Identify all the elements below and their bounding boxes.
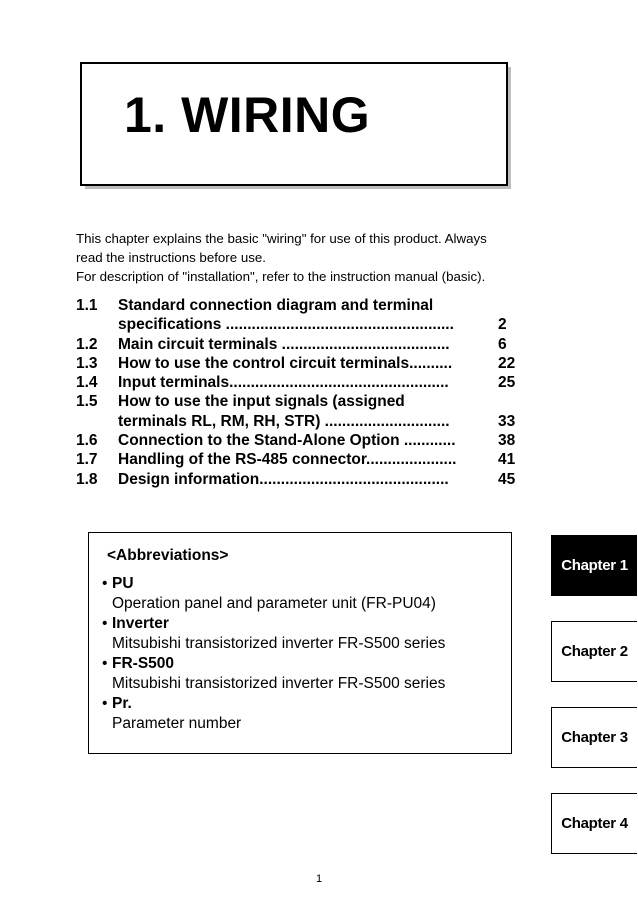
toc-item-1-4[interactable] (76, 373, 526, 392)
toc-title: How to use the input signals (assigned (118, 393, 405, 411)
abbreviation-description: Mitsubishi transistorized inverter FR-S500 series (112, 675, 446, 692)
toc-page-number: 45 (498, 470, 516, 488)
toc-number: 1.6 (76, 432, 98, 450)
toc-number: 1.4 (76, 374, 98, 392)
toc-number: 1.5 (76, 393, 98, 411)
title-box (80, 62, 508, 186)
abbreviation-description: Mitsubishi transistorized inverter FR-S500 series (112, 635, 446, 652)
tab-chapter-2[interactable]: Chapter 2 (551, 621, 637, 682)
toc-title: Handling of the RS-485 connector..................... (118, 451, 457, 469)
toc-page-number: 22 (498, 354, 516, 372)
intro-line: read the instructions before use. (76, 250, 266, 265)
abbreviation-term: • Inverter (102, 615, 169, 632)
toc-item-1-2[interactable] (76, 335, 526, 354)
intro-line: For description of "installation", refer to the instruction manual (basic). (76, 269, 486, 284)
toc-title-continued: specifications ..................................................... (118, 316, 454, 334)
abbreviations-heading: <Abbreviations> (107, 547, 229, 564)
toc-page-number: 33 (498, 412, 516, 430)
abbreviation-description: Parameter number (112, 715, 242, 732)
tab-chapter-4[interactable]: Chapter 4 (551, 793, 637, 854)
abbreviation-description: Operation panel and parameter unit (FR-PU04) (112, 595, 436, 612)
abbreviation-term: • PU (102, 575, 134, 592)
toc-item-1-5[interactable] (76, 392, 526, 431)
abbreviation-term: • FR-S500 (102, 655, 175, 672)
toc-number: 1.8 (76, 470, 98, 488)
intro-paragraph (76, 229, 546, 286)
toc-page-number: 2 (498, 316, 507, 334)
toc-title: Design information............................................ (118, 470, 449, 488)
toc-title: Standard connection diagram and terminal (118, 297, 434, 314)
toc-number: 1.7 (76, 451, 98, 469)
table-of-contents (76, 296, 526, 489)
page-title: 1. WIRING (124, 87, 371, 143)
intro-line: This chapter explains the basic "wiring" for use of this product. Always (76, 231, 487, 246)
toc-page-number: 38 (498, 432, 516, 450)
toc-page-number: 25 (498, 374, 516, 392)
toc-item-1-6[interactable] (76, 431, 526, 450)
toc-page-number: 41 (498, 451, 516, 469)
toc-number: 1.3 (76, 354, 98, 372)
bullet-icon: • (102, 655, 108, 672)
toc-number: 1.2 (76, 335, 98, 353)
toc-item-1-1[interactable] (76, 296, 526, 335)
bullet-icon: • (102, 695, 108, 712)
abbreviation-term: • Pr. (102, 695, 132, 712)
toc-item-1-3[interactable] (76, 354, 526, 373)
tab-chapter-1[interactable]: Chapter 1 (551, 535, 637, 596)
toc-item-1-8[interactable] (76, 470, 526, 489)
toc-title: Input terminals................................................... (118, 374, 449, 392)
bullet-icon: • (102, 575, 108, 592)
toc-page-number: 6 (498, 335, 507, 353)
tab-chapter-3[interactable]: Chapter 3 (551, 707, 637, 768)
abbreviations-box (88, 532, 512, 754)
abbreviations-list (102, 574, 445, 734)
toc-title-continued: terminals RL, RM, RH, STR) ............................. (118, 412, 450, 430)
bullet-icon: • (102, 615, 108, 632)
toc-item-1-7[interactable] (76, 450, 526, 469)
toc-title: Connection to the Stand-Alone Option ............ (118, 432, 456, 450)
toc-title: How to use the control circuit terminals.......... (118, 354, 453, 372)
toc-title: Main circuit terminals ....................................... (118, 335, 450, 353)
page-number: 1 (315, 873, 323, 885)
toc-number: 1.1 (76, 297, 98, 314)
